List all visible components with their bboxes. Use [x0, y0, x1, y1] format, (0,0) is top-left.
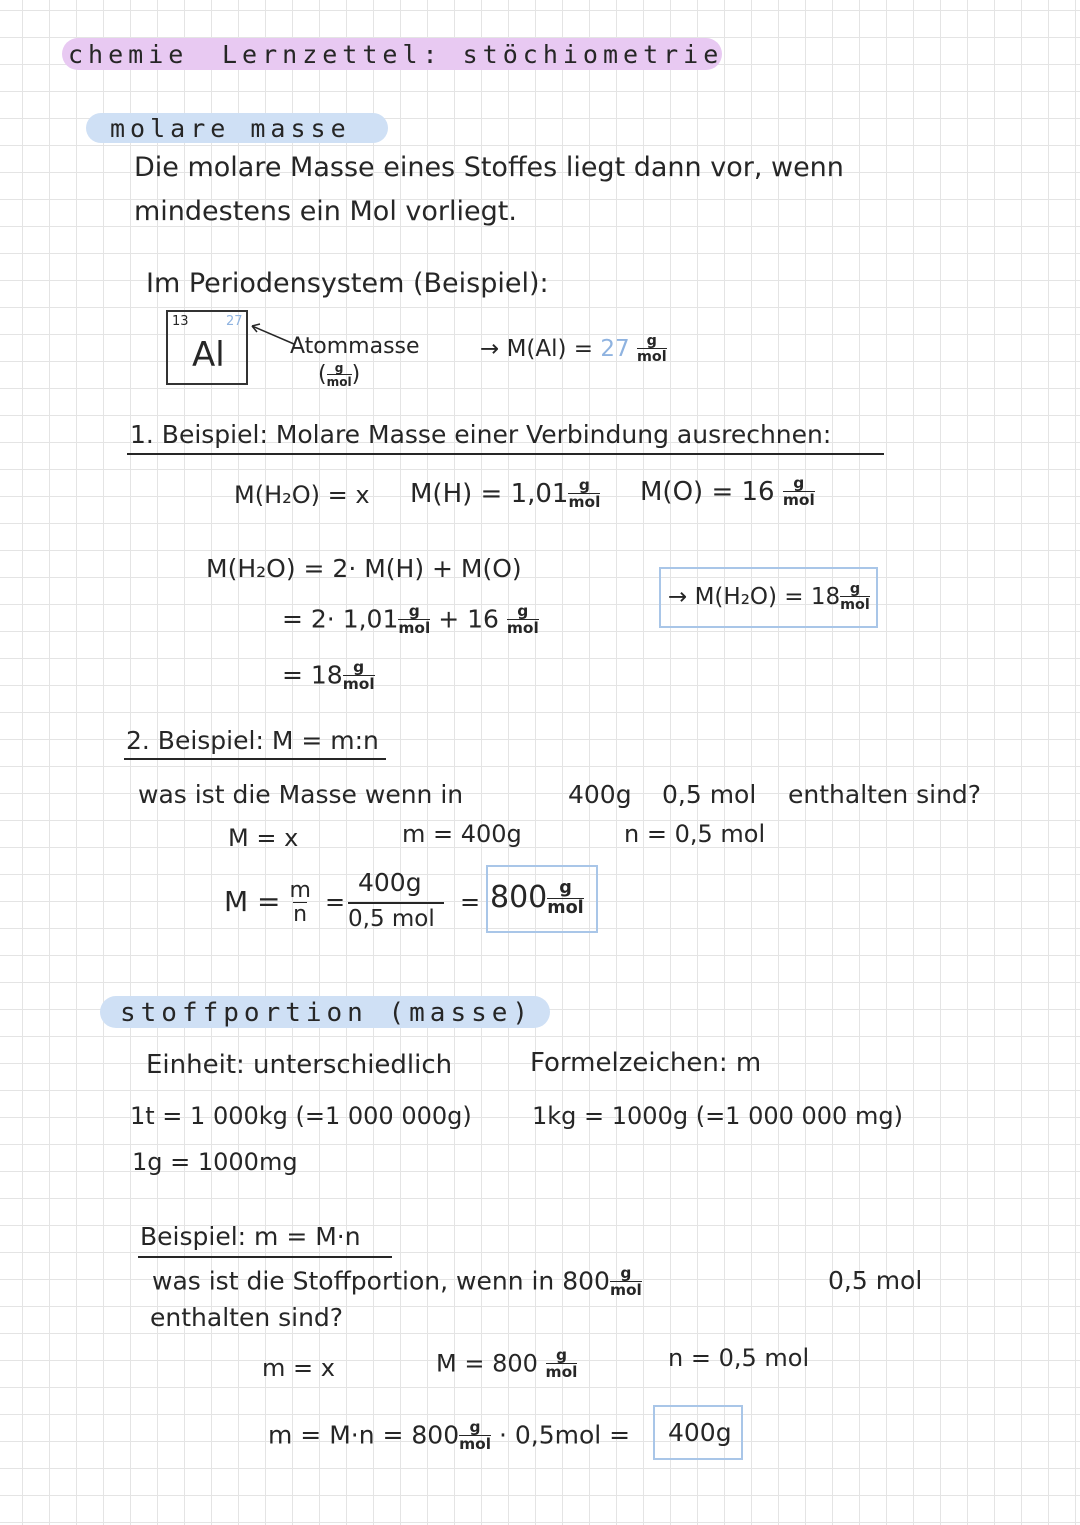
element-symbol: Al — [192, 335, 225, 375]
beispiel2-equals-2: = — [460, 888, 481, 916]
beispiel3-question-c: enthalten sind? — [150, 1303, 344, 1332]
beispiel3-given-M: M = 800 $\frac{g}{\text{mol}}$ — [436, 1346, 578, 1382]
beispiel1-given-h2o: M(H₂O) = x — [234, 481, 370, 509]
beispiel3-underline — [138, 1256, 392, 1258]
beispiel1-underline — [127, 453, 884, 455]
stoffportion-conversion-2: 1kg = 1000g (=1 000 000 mg) — [532, 1102, 903, 1130]
stoffportion-einheit: Einheit: unterschiedlich — [146, 1050, 453, 1080]
beispiel2-frac-den: 0,5 mol — [348, 906, 435, 932]
stoffportion-formelzeichen: Formelzeichen: m — [530, 1048, 762, 1078]
beispiel3-given-m: m = x — [262, 1354, 335, 1382]
atommasse-label: Atommasse — [290, 334, 420, 359]
beispiel3-result: 400g — [668, 1418, 732, 1447]
beispiel2-result: 800 $\frac{g}{\text{mol}}$ — [490, 878, 584, 918]
beispiel3-heading: Beispiel: m = M·n — [140, 1222, 361, 1251]
beispiel2-equals-1: = — [325, 888, 346, 916]
beispiel2-given-n: n = 0,5 mol — [624, 820, 766, 848]
molare-masse-text-line1: Die molare Masse eines Stoffes liegt dann vor, wenn — [134, 152, 844, 183]
beispiel2-question-c: 0,5 mol — [662, 780, 757, 809]
beispiel1-given-h: M(H) = 1,01 $\frac{g}{\text{mol}}$ — [410, 476, 601, 512]
beispiel1-calc-line3: = 18 $\frac{g}{\text{mol}}$ — [282, 658, 375, 694]
beispiel1-calc-line2: = 2· 1,01 $\frac{g}{\text{mol}}$ + 16 $\frac{g}{\text{mol}}$ — [282, 602, 539, 638]
element-number: 13 — [172, 314, 189, 329]
atommasse-unit: ( $\frac{g}{\text{mol}}$ ) — [318, 361, 361, 390]
beispiel2-given-M: M = x — [228, 824, 299, 852]
beispiel1-result: → M(H₂O) = 18 $\frac{g}{\text{mol}}$ — [668, 581, 870, 614]
beispiel3-calc: m = M·n = 800 $\frac{g}{\text{mol}}$ · 0,5mol = — [268, 1418, 631, 1454]
beispiel2-question-d: enthalten sind? — [788, 780, 982, 809]
beispiel2-heading: 2. Beispiel: M = m:n — [126, 726, 379, 755]
beispiel2-frac-num: 400g — [358, 868, 422, 897]
beispiel1-calc-line1: M(H₂O) = 2· M(H) + M(O) — [206, 554, 522, 583]
beispiel2-question-a: was ist die Masse wenn in — [138, 780, 464, 809]
molar-mass-al-result: → M(Al) = 27 $\frac{g}{\text{mol}}$ — [480, 333, 667, 366]
stoffportion-conversion-3: 1g = 1000mg — [132, 1148, 298, 1176]
beispiel2-given-m: m = 400g — [402, 820, 522, 848]
molare-masse-text-line2: mindestens ein Mol vorliegt. — [134, 196, 517, 227]
periodensystem-heading: Im Periodensystem (Beispiel): — [146, 268, 549, 299]
element-mass: 27 — [226, 314, 243, 329]
subject-label: chemie — [68, 40, 189, 69]
beispiel1-heading: 1. Beispiel: Molare Masse einer Verbindung ausrechnen: — [130, 420, 832, 449]
beispiel3-question-b: 0,5 mol — [828, 1266, 923, 1295]
beispiel2-question-b: 400g — [568, 780, 632, 809]
beispiel2-frac-line — [348, 902, 444, 904]
beispiel3-question-a: was ist die Stoffportion, wenn in 800 $\frac{g}{\text{mol}}$ — [152, 1264, 642, 1300]
page-title: Lernzettel: stöchiometrie — [222, 40, 724, 69]
beispiel1-given-o: M(O) = 16 $\frac{g}{\text{mol}}$ — [640, 474, 815, 510]
beispiel2-underline — [124, 758, 386, 760]
section-heading-molare-masse: molare masse — [110, 114, 351, 143]
beispiel2-formula: M = $\frac{m}{n}$ — [224, 878, 311, 927]
section-heading-stoffportion: stoffportion (masse) — [120, 998, 534, 1028]
stoffportion-conversion-1: 1t = 1 000kg (=1 000 000g) — [130, 1102, 472, 1130]
beispiel3-given-n: n = 0,5 mol — [668, 1344, 810, 1372]
